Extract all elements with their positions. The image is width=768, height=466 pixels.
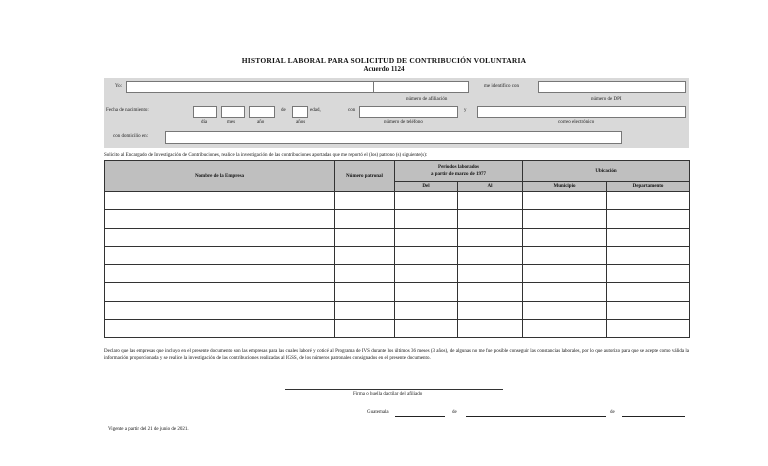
employer-number-cell[interactable]: [335, 192, 395, 210]
email-caption: correo electrónico: [558, 120, 595, 125]
department-cell[interactable]: [607, 320, 690, 338]
employer-number-cell[interactable]: [335, 246, 395, 264]
to-cell[interactable]: [458, 210, 523, 228]
from-cell[interactable]: [395, 320, 458, 338]
table-row: [105, 192, 690, 210]
department-cell[interactable]: [607, 246, 690, 264]
municipality-cell[interactable]: [523, 246, 607, 264]
employer-number-cell[interactable]: [335, 301, 395, 319]
company-cell[interactable]: [105, 265, 335, 283]
municipality-cell[interactable]: [523, 320, 607, 338]
company-cell[interactable]: [105, 283, 335, 301]
signature-line[interactable]: [285, 389, 503, 390]
department-cell[interactable]: [607, 210, 690, 228]
department-cell[interactable]: [607, 192, 690, 210]
company-cell[interactable]: [105, 301, 335, 319]
dpi-number-field[interactable]: [538, 81, 686, 93]
employer-number-cell[interactable]: [335, 210, 395, 228]
header-periods-line2: a partir de marzo de 1977: [430, 172, 487, 177]
municipality-cell[interactable]: [523, 283, 607, 301]
department-cell[interactable]: [607, 265, 690, 283]
from-cell[interactable]: [395, 210, 458, 228]
municipality-cell[interactable]: [523, 210, 607, 228]
department-cell[interactable]: [607, 301, 690, 319]
birthdate-label: Fecha de nacimiento:: [106, 108, 149, 113]
from-cell[interactable]: [395, 228, 458, 246]
to-cell[interactable]: [458, 265, 523, 283]
municipality-cell[interactable]: [523, 192, 607, 210]
request-intro-text: Solicito al Encargado de Investigación de Contribuciones, realice la investigación de las contribuciones aportadas que me reportó el (los) patrono (s) siguiente(s):: [104, 153, 428, 158]
employer-table: [104, 160, 690, 338]
to-cell[interactable]: [458, 320, 523, 338]
to-cell[interactable]: [458, 192, 523, 210]
to-cell[interactable]: [458, 228, 523, 246]
table-row: [105, 320, 690, 338]
from-cell[interactable]: [395, 283, 458, 301]
from-cell[interactable]: [395, 265, 458, 283]
year-caption: año: [257, 120, 265, 125]
date-year-field[interactable]: [622, 409, 685, 417]
place-label: Guatemala: [367, 410, 389, 415]
date-de-label-2: de: [610, 410, 615, 415]
table-row: [105, 283, 690, 301]
company-cell[interactable]: [105, 228, 335, 246]
header-department: Departamento: [607, 182, 690, 192]
table-row: [105, 246, 690, 264]
date-month-field[interactable]: [466, 409, 606, 417]
document-title: HISTORIAL LABORAL PARA SOLICITUD DE CONTRIBUCIÓN VOLUNTARIA: [241, 56, 527, 65]
header-from: Del: [395, 182, 458, 192]
age-field[interactable]: [292, 106, 308, 118]
edad-label: edad,: [310, 108, 321, 113]
to-cell[interactable]: [458, 283, 523, 301]
municipality-cell[interactable]: [523, 265, 607, 283]
table-row: [105, 210, 690, 228]
header-municipality: Municipio: [523, 182, 607, 192]
table-row: [105, 301, 690, 319]
y-label: y: [464, 108, 467, 113]
to-cell[interactable]: [458, 246, 523, 264]
department-cell[interactable]: [607, 283, 690, 301]
day-caption: día: [201, 120, 208, 125]
con-label: con: [348, 108, 356, 113]
company-cell[interactable]: [105, 246, 335, 264]
email-field[interactable]: [477, 106, 686, 118]
table-row: [105, 265, 690, 283]
validity-footer: Vigente a partir del 21 de junio de 2021.: [108, 427, 189, 432]
from-cell[interactable]: [395, 192, 458, 210]
phone-number-field[interactable]: [359, 106, 458, 118]
header-company-name: Nombre de la Empresa: [105, 161, 335, 192]
declaration-text: Declaro que las empresas que incluyo en el presente documento son las empresas para las cuales laboré y coticé al Programa de IVS durante los últimos 36 meses (3 años), de algunas no me fue posible conseguir las constancias laborales, por lo que autorizo para que se acepte como válida la información proporcionada y se realice la investigación de las contribuciones realizadas al IGSS, de los números patronales consignados en el presente documento.: [104, 349, 689, 361]
address-label: con domicilio en:: [113, 134, 148, 139]
birth-month-field[interactable]: [221, 106, 245, 118]
birth-year-field[interactable]: [249, 106, 275, 118]
signature-caption: Firma o huella dactilar del afiliado: [353, 392, 423, 397]
company-cell[interactable]: [105, 320, 335, 338]
from-cell[interactable]: [395, 246, 458, 264]
dpi-caption: número de DPI: [591, 97, 622, 102]
header-periods: [395, 161, 523, 182]
header-periods-line1: Periodos laborados: [438, 165, 479, 170]
affiliation-number-field[interactable]: [373, 81, 469, 93]
phone-caption: número de teléfono: [384, 120, 423, 125]
from-cell[interactable]: [395, 301, 458, 319]
years-caption: años: [296, 120, 306, 125]
yo-label: Yo:: [115, 84, 122, 89]
to-cell[interactable]: [458, 301, 523, 319]
address-field[interactable]: [165, 131, 622, 144]
date-day-field[interactable]: [395, 409, 445, 417]
header-to: Al: [458, 182, 523, 192]
employer-number-cell[interactable]: [335, 228, 395, 246]
document-subtitle: Acuerdo 1124: [363, 65, 405, 73]
table-row: [105, 228, 690, 246]
de-label: de: [281, 108, 286, 113]
department-cell[interactable]: [607, 228, 690, 246]
municipality-cell[interactable]: [523, 301, 607, 319]
identifico-label: me identifico con: [484, 84, 519, 89]
company-cell[interactable]: [105, 192, 335, 210]
month-caption: mes: [227, 120, 236, 125]
birth-day-field[interactable]: [193, 106, 217, 118]
employer-number-cell[interactable]: [335, 265, 395, 283]
header-location: Ubicación: [523, 161, 690, 182]
employer-number-cell[interactable]: [335, 283, 395, 301]
afiliacion-caption: número de afiliación: [406, 97, 448, 102]
company-cell[interactable]: [105, 210, 335, 228]
employer-number-cell[interactable]: [335, 320, 395, 338]
header-employer-number: Número patronal: [335, 161, 395, 192]
date-de-label-1: de: [452, 410, 457, 415]
municipality-cell[interactable]: [523, 228, 607, 246]
